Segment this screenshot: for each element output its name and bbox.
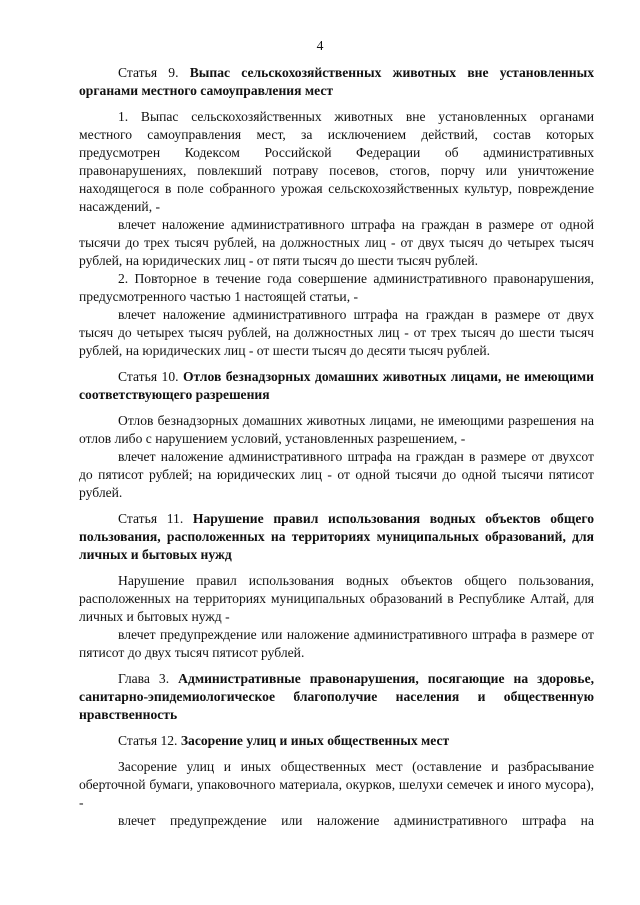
article-12-title: Засорение улиц и иных общественных мест [180, 733, 450, 748]
article-9-part-2-penalty: влечет наложение административного штрафа на граждан в размере от двух тысяч до четырех тысяч рублей, на должностных лиц - от трех тысяч до шести тысяч рублей, на юридических лиц - от шести тысяч до десяти тысяч рублей. [79, 307, 594, 358]
page-number: 4 [316, 38, 324, 53]
chapter-3-prefix: Глава 3. [118, 671, 179, 686]
chapter-3-title: Административные правонарушения, посягающие на здоровье, санитарно-эпидемиологическое благополучие населения и общественную нравственность [79, 671, 594, 722]
article-11-penalty: влечет предупреждение или наложение административного штрафа в размере от пятисот до двух тысяч пятисот рублей. [79, 627, 594, 660]
article-9-part-1: 1. Выпас сельскохозяйственных животных вне установленных органами местного самоуправления мест, за исключением действий, состав которых предусмотрен Кодексом Российской Федерации об административных правонарушениях, повлекший потраву посевов, стогов, порчу или уничтожение находящегося в поле собранного урожая сельскохозяйственных культур, повреждение насаждений, - [79, 109, 594, 214]
article-11-heading [79, 510, 594, 564]
document-body [79, 64, 594, 830]
article-10-text: Отлов безнадзорных домашних животных лицами, не имеющими разрешения на отлов либо с нарушением условий, установленных разрешением, - [79, 413, 594, 446]
article-9-part-1-penalty: влечет наложение административного штрафа на граждан в размере от одной тысячи до трех тысяч рублей, на должностных лиц - от двух тысяч до четырех тысяч рублей, на юридических лиц - от пяти тысяч до шести тысяч рублей. [79, 217, 594, 268]
article-12-text: Засорение улиц и иных общественных мест (оставление и разбрасывание оберточной бумаги, упаковочного материала, окурков, шелухи семечек и иного мусора), - [79, 759, 594, 810]
article-10-prefix: Статья 10. [118, 369, 183, 384]
article-10-penalty: влечет наложение административного штрафа на граждан в размере от двухсот до пятисот рублей; на юридических лиц - от одной тысячи до одной тысячи пятисот рублей. [79, 449, 594, 500]
article-10-heading [79, 368, 594, 404]
chapter-3-heading [79, 670, 594, 724]
article-9-title: Выпас сельскохозяйственных животных вне установленных органами местного самоуправления мест [79, 65, 594, 98]
article-9-prefix: Статья 9. [118, 65, 190, 80]
article-12-heading [79, 732, 594, 750]
article-11-title: Нарушение правил использования водных объектов общего пользования, расположенных на территориях муниципальных образований, для личных и бытовых нужд [79, 511, 594, 562]
article-10-title: Отлов безнадзорных домашних животных лицами, не имеющими соответствующего разрешения [79, 369, 594, 402]
article-9-heading [79, 64, 594, 100]
article-12-penalty: влечет предупреждение или наложение административного штрафа на [118, 813, 594, 828]
article-12-prefix: Статья 12. [118, 733, 181, 748]
article-11-text: Нарушение правил использования водных объектов общего пользования, расположенных на территориях муниципальных образований в Республике Алтай, для личных и бытовых нужд - [79, 573, 594, 624]
article-11-prefix: Статья 11. [118, 511, 193, 526]
article-9-part-2: 2. Повторное в течение года совершение административного правонарушения, предусмотренного частью 1 настоящей статьи, - [79, 271, 594, 304]
